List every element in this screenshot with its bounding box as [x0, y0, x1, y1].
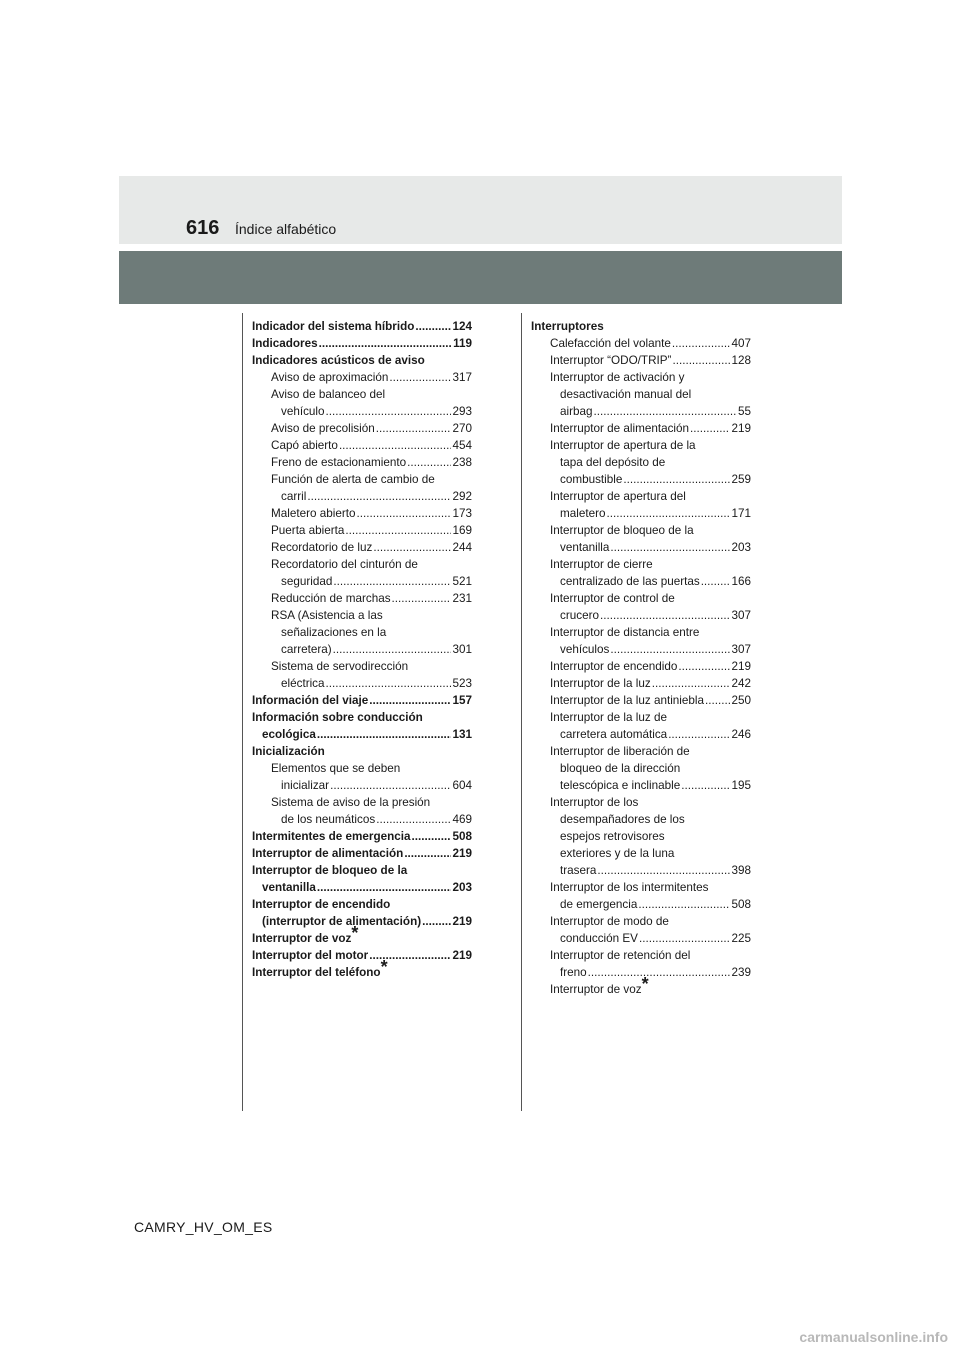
entry-text: maletero — [560, 507, 606, 520]
index-entry — [252, 522, 472, 539]
index-entry — [531, 624, 751, 658]
dot-leader — [330, 777, 451, 794]
entry-text: ventanilla — [262, 881, 316, 894]
dot-leader — [600, 607, 731, 624]
entry-page-number: 203 — [452, 881, 472, 894]
entry-text: Interruptor de voz — [252, 932, 352, 945]
dot-leader — [705, 692, 731, 709]
entry-text: inicializar — [281, 779, 330, 792]
entry-text: crucero — [560, 609, 599, 622]
entry-page-number: 508 — [731, 898, 751, 911]
dot-leader — [610, 539, 730, 556]
entry-text: Interruptor de activación y — [550, 371, 685, 384]
entry-page-number: 219 — [452, 847, 472, 860]
entry-text: Interruptor de alimentación — [252, 847, 404, 860]
entry-text: Aviso de precolisión — [271, 422, 375, 435]
index-entry — [531, 794, 751, 879]
index-entry — [252, 923, 472, 947]
entry-text: Función de alerta de cambio de — [271, 473, 435, 486]
entry-page-number: 128 — [731, 354, 751, 367]
entry-page-number: 131 — [452, 728, 472, 741]
entry-page-number: 242 — [731, 677, 751, 690]
dot-leader — [339, 437, 452, 454]
entry-text: Indicadores acústicos de aviso — [252, 354, 425, 367]
entry-text: Interruptor de control de — [550, 592, 675, 605]
entry-text: Capó abierto — [271, 439, 338, 452]
entry-text: carretera automática — [560, 728, 668, 741]
entry-text: Interruptor de bloqueo de la — [252, 864, 408, 877]
entry-text: Interruptor de la luz de — [550, 711, 667, 724]
entry-page-number: 469 — [452, 813, 472, 826]
dot-leader — [678, 658, 730, 675]
index-entry — [531, 947, 751, 981]
entry-text: Información sobre conducción — [252, 711, 423, 724]
entry-page-number: 604 — [452, 779, 472, 792]
dot-leader — [319, 335, 453, 352]
index-column-right — [531, 318, 751, 998]
dot-leader — [376, 811, 451, 828]
footnote-asterisk: * — [641, 974, 649, 994]
dot-leader — [389, 369, 451, 386]
entry-text: Indicadores — [252, 337, 318, 350]
entry-text: Información del viaje — [252, 694, 369, 707]
entry-text: Interruptor de liberación de — [550, 745, 690, 758]
entry-text: Interruptor de alimentación — [550, 422, 690, 435]
page-title: Índice alfabético — [235, 221, 337, 237]
entry-text: Maletero abierto — [271, 507, 356, 520]
footnote-asterisk: * — [380, 957, 388, 977]
index-entry — [252, 658, 472, 692]
index-entry — [252, 505, 472, 522]
entry-page-number: 523 — [452, 677, 472, 690]
index-entry — [531, 743, 751, 794]
entry-page-number: 246 — [731, 728, 751, 741]
dot-leader — [333, 641, 452, 658]
index-entry — [252, 845, 472, 862]
entry-page-number: 119 — [453, 337, 472, 350]
entry-page-number: 173 — [452, 507, 472, 520]
entry-text: Interruptor de apertura de la — [550, 439, 696, 452]
index-entry — [531, 590, 751, 624]
entry-page-number: 270 — [452, 422, 472, 435]
entry-text: carretera) — [281, 643, 332, 656]
entry-text: Interruptor de la luz — [550, 677, 651, 690]
dot-leader — [701, 573, 731, 590]
entry-text: Freno de estacionamiento — [271, 456, 407, 469]
column-divider-right — [521, 313, 522, 1111]
index-entry — [252, 318, 472, 335]
index-entry — [252, 794, 472, 828]
entry-page-number: 508 — [452, 830, 472, 843]
entry-text: Sistema de aviso de la presión — [271, 796, 431, 809]
entry-text: (interruptor de alimentación) — [262, 915, 422, 928]
dot-leader — [412, 828, 452, 845]
entry-page-number: 169 — [452, 524, 472, 537]
entry-text: Interruptor de bloqueo de la — [550, 524, 694, 537]
index-entry — [531, 318, 751, 335]
index-entry — [252, 454, 472, 471]
index-entry — [531, 335, 751, 352]
entry-page-number: 293 — [452, 405, 472, 418]
footnote-asterisk: * — [351, 923, 359, 943]
index-column-left — [252, 318, 472, 981]
entry-page-number: 195 — [731, 779, 751, 792]
document-code: CAMRY_HV_OM_ES — [134, 1219, 273, 1235]
entry-text: ventanilla — [560, 541, 610, 554]
entry-text: Interruptor de cierre — [550, 558, 653, 571]
dot-leader — [623, 471, 730, 488]
dot-leader — [638, 896, 730, 913]
index-entry — [531, 369, 751, 420]
entry-text: Interruptor de modo de — [550, 915, 669, 928]
entry-text: señalizaciones en la — [281, 626, 387, 639]
entry-page-number: 307 — [731, 643, 751, 656]
entry-text: trasera — [560, 864, 597, 877]
index-entry — [252, 420, 472, 437]
index-entry — [531, 974, 751, 998]
entry-text: Elementos que se deben — [271, 762, 401, 775]
entry-text: Interruptores — [531, 320, 604, 333]
dot-leader — [345, 522, 451, 539]
index-entry — [252, 862, 472, 896]
index-entry — [252, 556, 472, 590]
dot-leader — [373, 539, 451, 556]
entry-text: Interruptor de la luz antiniebla — [550, 694, 704, 707]
dot-leader — [681, 777, 730, 794]
entry-page-number: 307 — [731, 609, 751, 622]
dot-leader — [672, 335, 731, 352]
entry-page-number: 239 — [731, 966, 751, 979]
watermark: carmanualsonline.info — [799, 1329, 948, 1345]
entry-page-number: 231 — [452, 592, 472, 605]
index-entry — [252, 539, 472, 556]
dot-leader — [404, 845, 451, 862]
entry-page-number: 317 — [452, 371, 472, 384]
entry-text: airbag — [560, 405, 593, 418]
dot-leader — [317, 879, 452, 896]
entry-text: ecológica — [262, 728, 316, 741]
dot-leader — [356, 505, 451, 522]
entry-page-number: 259 — [731, 473, 751, 486]
dot-leader — [392, 590, 452, 607]
dot-leader — [422, 913, 451, 930]
entry-text: Interruptor de apertura del — [550, 490, 686, 503]
entry-page-number: 250 — [731, 694, 751, 707]
index-entry — [531, 352, 751, 369]
entry-text: de emergencia — [560, 898, 638, 911]
dot-leader — [652, 675, 731, 692]
index-entry — [531, 913, 751, 947]
entry-text: bloqueo de la dirección — [560, 762, 681, 775]
dot-leader — [639, 930, 731, 947]
index-entry — [252, 335, 472, 352]
index-entry — [252, 947, 472, 964]
index-entry — [531, 437, 751, 488]
entry-text: Interruptor de retención del — [550, 949, 691, 962]
entry-text: combustible — [560, 473, 623, 486]
dot-leader — [606, 505, 730, 522]
dot-leader — [597, 862, 730, 879]
entry-page-number: 521 — [452, 575, 472, 588]
entry-text: exteriores y de la luna — [560, 847, 675, 860]
dot-leader — [369, 692, 451, 709]
index-entry — [531, 709, 751, 743]
entry-text: Sistema de servodirección — [271, 660, 409, 673]
entry-text: Calefacción del volante — [550, 337, 671, 350]
dot-leader — [326, 403, 452, 420]
dot-leader — [415, 318, 451, 335]
entry-page-number: 166 — [731, 575, 751, 588]
entry-text: desempañadores de los — [560, 813, 685, 826]
entry-page-number: 301 — [452, 643, 472, 656]
entry-text: Interruptor de encendido — [252, 898, 391, 911]
index-entry — [531, 692, 751, 709]
entry-text: espejos retrovisores — [560, 830, 665, 843]
dot-leader — [407, 454, 451, 471]
index-entry — [252, 437, 472, 454]
index-entry — [252, 896, 472, 930]
entry-page-number: 171 — [731, 507, 751, 520]
dot-leader — [317, 726, 452, 743]
dot-leader — [588, 964, 731, 981]
entry-text: Aviso de aproximación — [271, 371, 389, 384]
page-number: 616 — [186, 217, 220, 239]
entry-text: Recordatorio de luz — [271, 541, 373, 554]
index-entry — [252, 590, 472, 607]
entry-text: eléctrica — [281, 677, 325, 690]
index-entry — [252, 471, 472, 505]
entry-text: Reducción de marchas — [271, 592, 391, 605]
dot-leader — [326, 675, 452, 692]
column-divider-left — [242, 313, 243, 1111]
entry-text: desactivación manual del — [560, 388, 692, 401]
entry-text: vehículo — [281, 405, 325, 418]
entry-text: carril — [281, 490, 307, 503]
entry-text: Intermitentes de emergencia — [252, 830, 411, 843]
entry-text: Interruptor de los intermitentes — [550, 881, 709, 894]
entry-page-number: 55 — [737, 405, 751, 418]
index-entry — [531, 879, 751, 913]
entry-page-number: 219 — [731, 660, 751, 673]
entry-text: Interruptor de encendido — [550, 660, 678, 673]
entry-page-number: 203 — [731, 541, 751, 554]
entry-text: Aviso de balanceo del — [271, 388, 386, 401]
index-entry — [252, 760, 472, 794]
dot-leader — [668, 726, 730, 743]
entry-text: Interruptor de distancia entre — [550, 626, 700, 639]
entry-page-number: 219 — [452, 949, 472, 962]
entry-text: Interruptor del motor — [252, 949, 369, 962]
dot-leader — [376, 420, 452, 437]
entry-text: telescópica e inclinable — [560, 779, 681, 792]
index-entry — [252, 743, 472, 760]
index-entry — [531, 675, 751, 692]
entry-text: vehículos — [560, 643, 610, 656]
entry-text: RSA (Asistencia a las — [271, 609, 383, 622]
entry-text: de los neumáticos — [281, 813, 376, 826]
dot-leader — [333, 573, 451, 590]
entry-page-number: 219 — [452, 915, 472, 928]
index-entry — [252, 692, 472, 709]
entry-text: conducción EV — [560, 932, 638, 945]
entry-text: Puerta abierta — [271, 524, 345, 537]
entry-page-number: 225 — [731, 932, 751, 945]
entry-page-number: 407 — [731, 337, 751, 350]
entry-text: Inicialización — [252, 745, 325, 758]
header-bar — [119, 251, 842, 304]
dot-leader — [594, 403, 737, 420]
entry-page-number: 157 — [452, 694, 472, 707]
header-band — [119, 176, 842, 244]
index-entry — [531, 420, 751, 437]
entry-page-number: 124 — [452, 320, 472, 333]
entry-text: Interruptor de voz — [550, 983, 642, 996]
entry-page-number: 398 — [731, 864, 751, 877]
index-entry — [252, 709, 472, 743]
entry-text: freno — [560, 966, 587, 979]
entry-page-number: 454 — [452, 439, 472, 452]
index-entry — [531, 556, 751, 590]
entry-text: Interruptor de los — [550, 796, 639, 809]
index-entry — [531, 658, 751, 675]
entry-page-number: 238 — [452, 456, 472, 469]
entry-text: tapa del depósito de — [560, 456, 666, 469]
entry-page-number: 292 — [452, 490, 472, 503]
index-entry — [252, 828, 472, 845]
index-entry — [252, 386, 472, 420]
dot-leader — [610, 641, 730, 658]
entry-text: Interruptor del teléfono — [252, 966, 381, 979]
dot-leader — [307, 488, 451, 505]
entry-text: Recordatorio del cinturón de — [271, 558, 418, 571]
index-entry — [531, 488, 751, 522]
entry-text: seguridad — [281, 575, 333, 588]
index-entry — [252, 352, 472, 369]
entry-text: Interruptor “ODO/TRIP” — [550, 354, 672, 367]
index-entry — [252, 957, 472, 981]
entry-page-number: 244 — [452, 541, 472, 554]
index-entry — [252, 369, 472, 386]
dot-leader — [672, 352, 730, 369]
index-entry — [252, 607, 472, 658]
entry-text: centralizado de las puertas — [560, 575, 700, 588]
index-entry — [531, 522, 751, 556]
entry-text: Indicador del sistema híbrido — [252, 320, 415, 333]
entry-page-number: 219 — [731, 422, 751, 435]
dot-leader — [690, 420, 730, 437]
